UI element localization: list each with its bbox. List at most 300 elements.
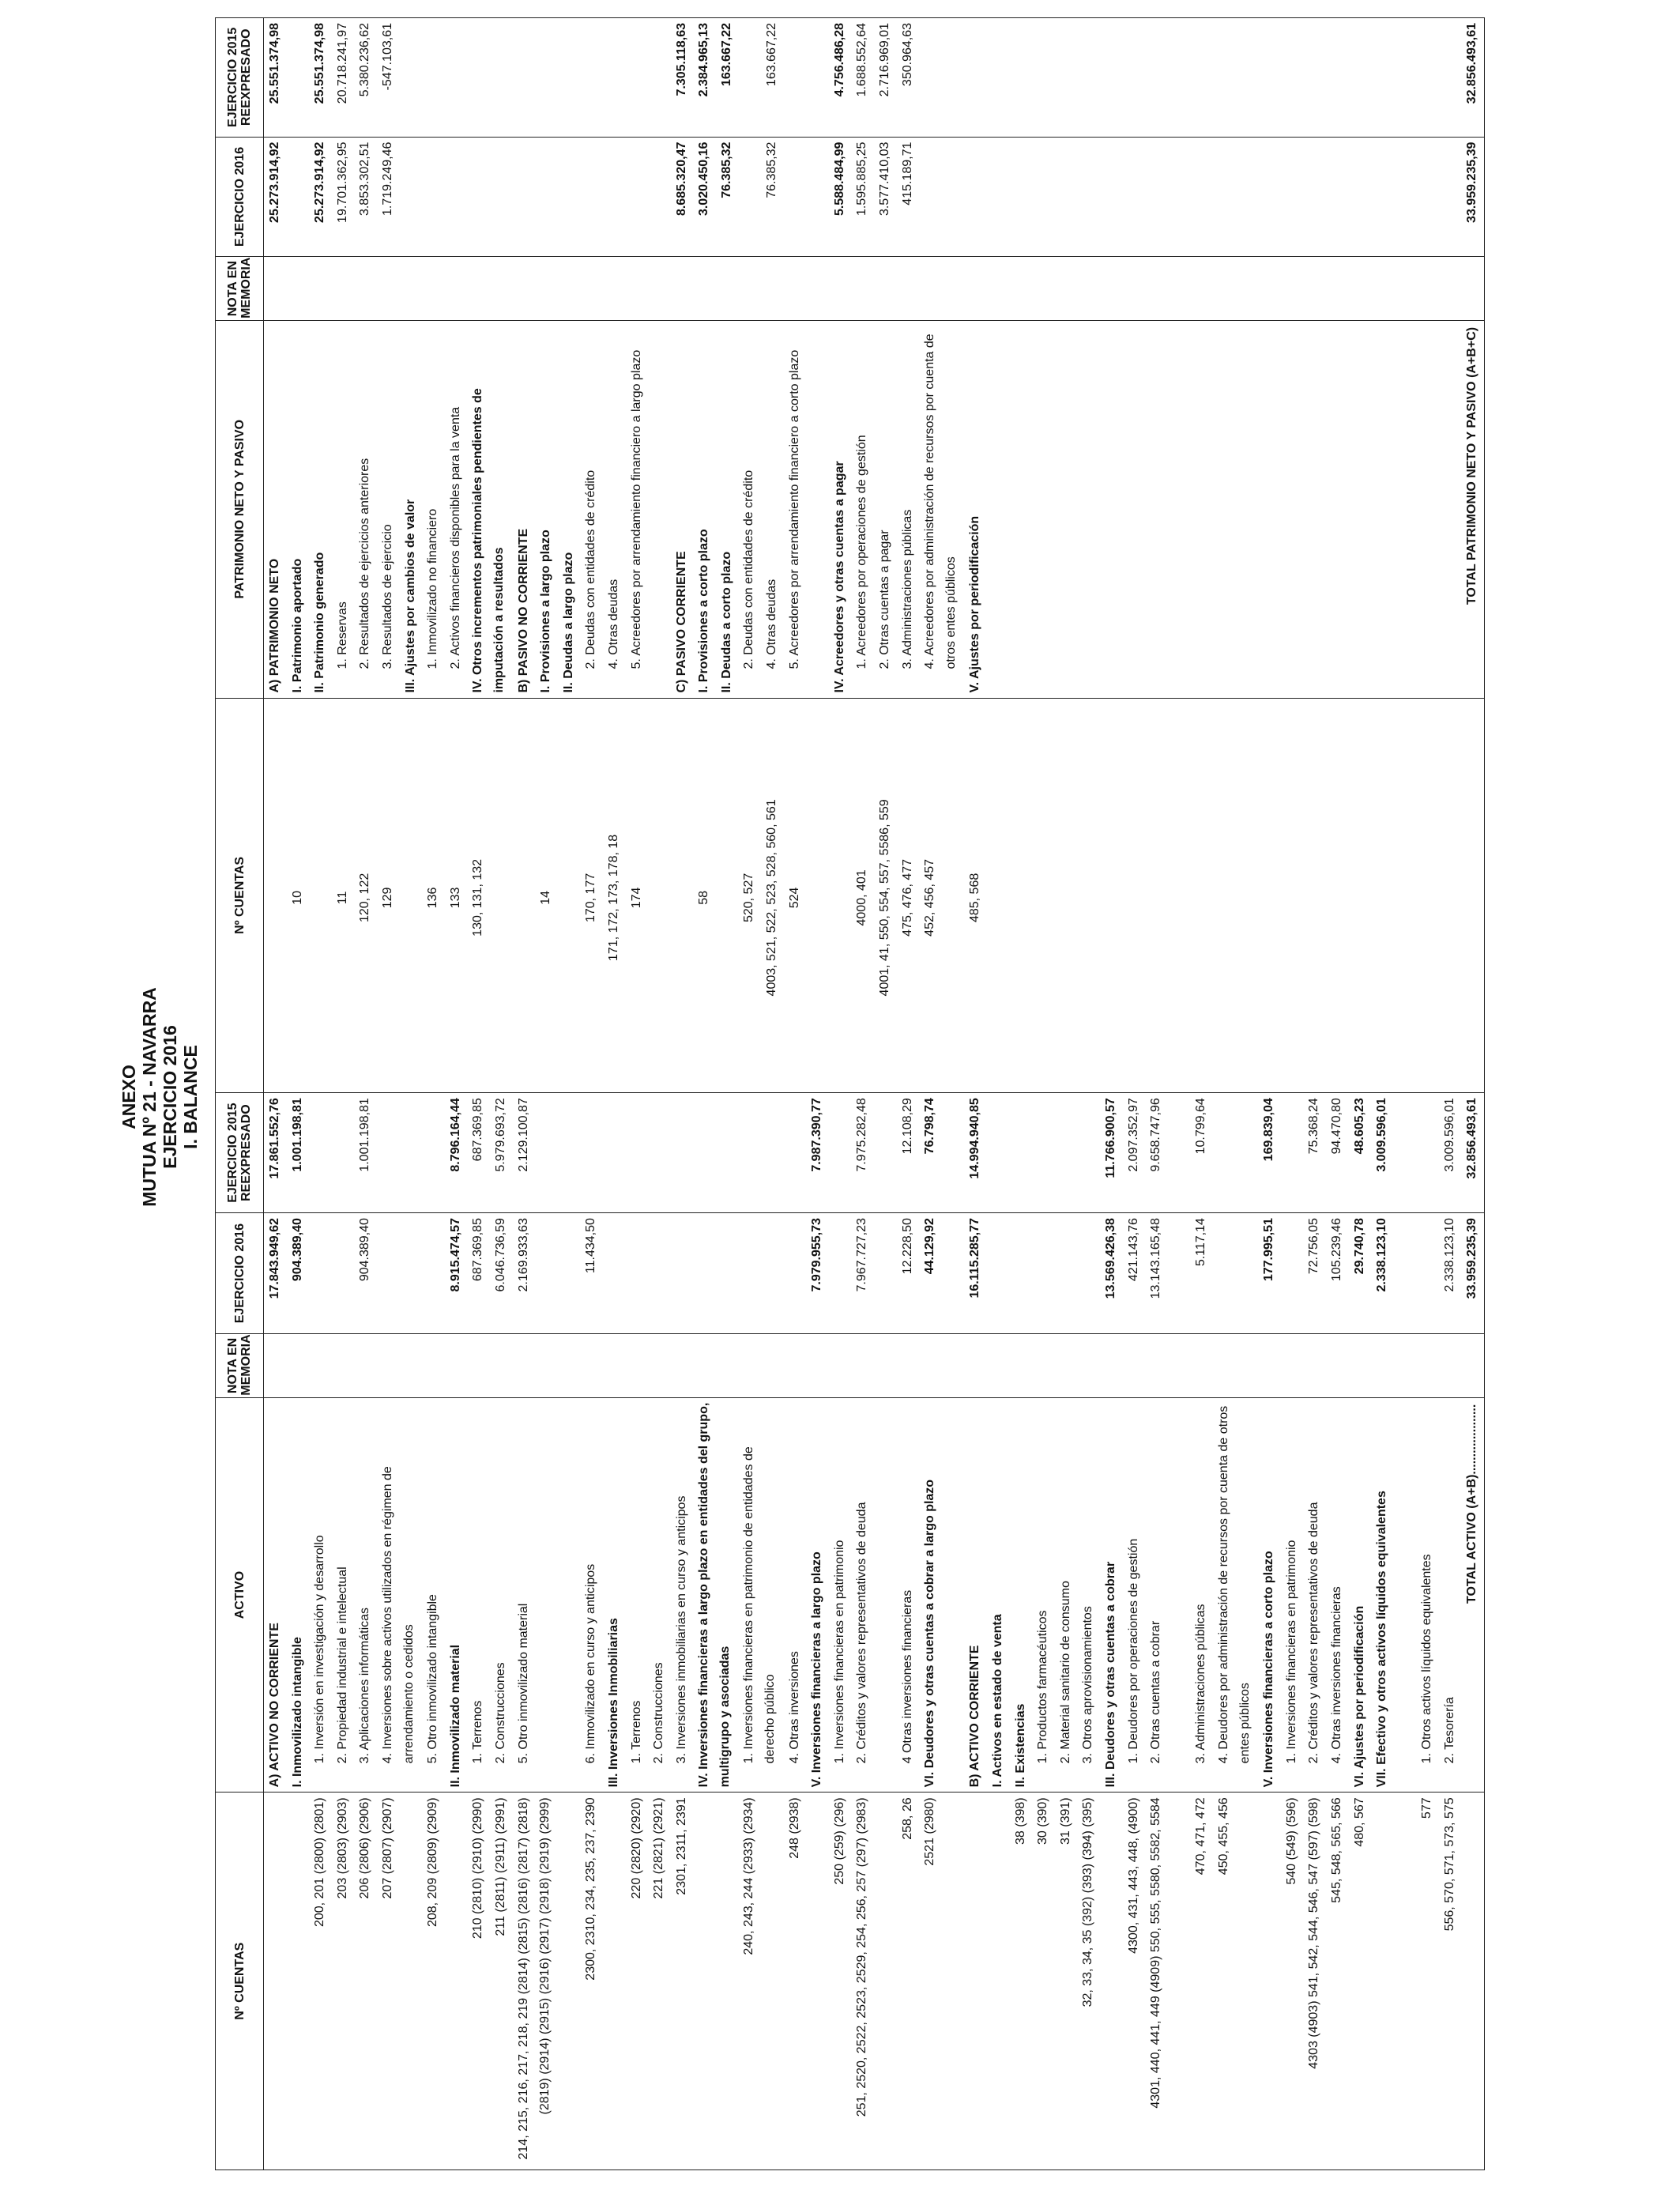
amount-2015 — [445, 18, 468, 137]
amount-2016: 19.701.362,95 — [335, 141, 349, 223]
line-item-label: VI. Ajustes por periodificación — [1352, 1605, 1366, 1788]
line-item-label: 2. Resultados de ejercicios anteriores — [358, 458, 372, 669]
total-label: TOTAL ACTIVO (A+B).................... — [1465, 1404, 1479, 1604]
account-codes: 130, 131, 132 — [471, 858, 485, 937]
line-item-label: 2. Otras cuentas a cobrar — [1149, 1620, 1163, 1764]
account-codes: 214, 215, 216, 217, 218, 219 (2814) (2815) (2816) (2817) (2818) (2819) (2914) (2915) (2916) (2917) (2918) (2919) (2999) — [516, 1797, 552, 2160]
account-codes: 174 — [629, 887, 643, 909]
account-codes — [1371, 1793, 1416, 2169]
total-spacer — [1461, 699, 1484, 1093]
amount-2016 — [513, 138, 536, 257]
account-codes: 221 (2821) (2921) — [652, 1797, 666, 1899]
amount-2016: 2.338.123,10 — [1375, 1218, 1389, 1292]
line-item-label: III. Deudores y otras cuentas a cobrar — [1103, 1561, 1117, 1788]
pasivo-cuentas-col — [264, 698, 1485, 1093]
line-item-label: 4. Otras inversiones — [787, 1651, 801, 1764]
account-codes — [1100, 1793, 1123, 2169]
amount-2015 — [287, 18, 310, 137]
line-item-label: I. Provisiones a corto plazo — [697, 529, 711, 693]
account-codes: 524 — [787, 887, 801, 909]
amount-2016 — [784, 138, 829, 257]
line-item-label: 2. Propiedad industrial e intelectual — [335, 1566, 349, 1764]
line-item-label: V. Inversiones financieras a largo plazo — [810, 1551, 824, 1788]
amount-2015 — [422, 18, 445, 137]
amount-2015: 7.987.390,77 — [810, 1098, 824, 1172]
pasivo-2016-col — [264, 137, 1485, 257]
amount-2015: 350.964,63 — [900, 23, 914, 87]
line-item-label: 1. Acreedores por operaciones de gestión — [855, 435, 869, 669]
line-item-label: I. Activos en estado de venta — [991, 1614, 1005, 1788]
amount-2016 — [1032, 1213, 1055, 1333]
account-codes: 452, 456, 457 — [923, 858, 937, 937]
amount-2016: 76.385,32 — [765, 141, 779, 198]
amount-2015: 9.658.747,96 — [1149, 1098, 1163, 1172]
amount-2015: 75.368,24 — [1307, 1098, 1321, 1155]
body-row — [264, 18, 1485, 2170]
amount-2015 — [580, 18, 603, 137]
amount-2015 — [648, 1093, 671, 1212]
amount-2016 — [309, 1213, 332, 1333]
amount-2016: 13.143.165,48 — [1149, 1218, 1163, 1299]
section-title: I. BALANCE — [180, 1045, 201, 1149]
amount-2015: 1.001.198,81 — [290, 1098, 304, 1172]
line-item-label: 1. Inversión en investigación y desarrollo — [313, 1535, 327, 1764]
line-item-label: IV. Acreedores y otras cuentas a pagar — [832, 461, 846, 693]
line-item-label: 2. Créditos y valores representativos de deuda — [855, 1502, 869, 1764]
amount-2016 — [919, 138, 964, 257]
amount-2016 — [1055, 1213, 1078, 1333]
account-codes: 240, 243, 244 (2933) (2934) — [742, 1797, 756, 1955]
line-item-label: I. Patrimonio aportado — [290, 558, 304, 693]
account-codes: 540 (549) (596) — [1284, 1797, 1298, 1885]
line-item-label: 5. Acreedores por arrendamiento financiero a largo plazo — [629, 349, 643, 669]
account-codes: 470, 471, 472 — [1194, 1797, 1208, 1875]
pasivo-nota-col — [264, 257, 1485, 320]
line-item-label: II. Patrimonio generado — [313, 552, 327, 693]
account-codes: 14 — [539, 891, 553, 905]
account-codes: 211 (2811) (2911) (2991) — [493, 1797, 507, 1936]
col-header-cuentas-pasivo: Nº CUENTAS — [216, 698, 264, 1093]
header-row — [216, 18, 264, 2170]
amount-2015 — [558, 18, 581, 137]
col-header-nota-pasivo: NOTA EN MEMORIA — [216, 257, 264, 320]
line-item-label: II. Deudas a largo plazo — [561, 552, 575, 693]
amount-2015: 25.551.374,98 — [268, 23, 281, 104]
amount-2016: 904.389,40 — [358, 1218, 372, 1282]
amount-2016: 904.389,40 — [290, 1218, 304, 1282]
line-item-label: V. Inversiones financieras a corto plazo — [1262, 1551, 1276, 1788]
account-codes: 220 (2820) (2920) — [629, 1797, 643, 1899]
amount-2015 — [377, 1093, 422, 1212]
amount-2016 — [964, 138, 987, 257]
line-item-label: B) ACTIVO CORRIENTE — [968, 1645, 982, 1788]
activo-label-col — [264, 1397, 1485, 1793]
amount-2015: 2.384.965,13 — [697, 23, 711, 97]
amount-2015 — [1055, 1093, 1078, 1212]
amount-2016: 12.228,50 — [900, 1218, 914, 1275]
account-codes: 31 (391) — [1058, 1797, 1072, 1845]
line-item-label: 2. Deudas con entidades de crédito — [742, 469, 756, 669]
total-label: TOTAL PATRIMONIO NETO Y PASIVO (A+B+C) — [1465, 326, 1478, 605]
amount-2015: 10.799,64 — [1194, 1098, 1208, 1155]
line-item-label: 4. Deudores por administración de recursos por cuenta de otros entes públicos — [1216, 1405, 1252, 1764]
account-codes: 38 (398) — [1013, 1797, 1027, 1845]
account-codes: 520, 527 — [742, 873, 756, 923]
amount-2016 — [738, 1213, 783, 1333]
account-codes — [558, 699, 581, 1093]
annex-title: ANEXO — [119, 1065, 139, 1129]
amount-2016 — [738, 138, 761, 257]
activo-nota-col — [264, 1334, 1485, 1397]
pasivo-2015-col — [264, 18, 1485, 138]
spacer — [987, 321, 1461, 698]
account-codes: 4001, 41, 550, 554, 557, 5586, 559 — [878, 799, 892, 997]
amount-2015: 7.975.282,48 — [855, 1098, 869, 1172]
amount-2016: 2.169.933,63 — [516, 1218, 530, 1292]
total-2016: 33.959.235,39 — [1465, 1218, 1479, 1299]
amount-2016 — [1416, 1213, 1439, 1333]
line-item-label: VI. Deudores y otras cuentas a cobrar a largo plazo — [923, 1479, 937, 1788]
account-codes — [716, 699, 739, 1093]
amount-2015: 3.009.596,01 — [1442, 1098, 1456, 1172]
line-item-label: 2. Créditos y valores representativos de deuda — [1307, 1502, 1321, 1764]
amount-2016: 1.595.885,25 — [855, 141, 869, 217]
amount-2015: -547.103,61 — [380, 23, 394, 91]
line-item-label: 1. Productos farmacéuticos — [1036, 1610, 1050, 1764]
col-header-2015-pasivo: EJERCICIO 2015 REEXPRESADO — [216, 18, 264, 138]
amount-2015: 12.108,29 — [900, 1098, 914, 1155]
spacer — [987, 138, 1461, 257]
amount-2015: 3.009.596,01 — [1375, 1098, 1389, 1172]
amount-2016 — [1213, 1213, 1258, 1333]
account-codes: 30 (390) — [1036, 1797, 1050, 1845]
amount-2016 — [626, 138, 671, 257]
line-item-label: 2. Material sanitario de consumo — [1058, 1581, 1072, 1764]
amount-2016: 16.115.285,77 — [968, 1218, 982, 1299]
amount-2016: 8.685.320,47 — [674, 141, 688, 217]
amount-2016 — [332, 1213, 355, 1333]
amount-2015: 163.667,22 — [719, 23, 733, 87]
line-item-label: 3. Aplicaciones informáticas — [358, 1607, 372, 1764]
amount-2015 — [738, 18, 761, 137]
account-codes: 2301, 2311, 2391 — [674, 1797, 688, 1895]
account-codes: 450, 455, 456 — [1216, 1797, 1230, 1875]
amount-2016 — [671, 1213, 694, 1333]
amount-2015 — [580, 1093, 603, 1212]
account-codes — [671, 699, 694, 1093]
line-item-label: V. Ajustes por periodificación — [968, 515, 982, 693]
account-codes: 207 (2807) (2907) — [380, 1797, 394, 1899]
amount-2016: 3.020.450,16 — [697, 141, 711, 217]
account-codes: 208, 209 (2809) (2909) — [426, 1797, 440, 1928]
line-item-label: II. Existencias — [1013, 1703, 1027, 1788]
amount-2016 — [422, 138, 445, 257]
line-item-label: 1. Reservas — [335, 601, 349, 669]
amount-2016 — [603, 138, 626, 257]
balance-table — [215, 17, 1485, 2170]
account-codes: 577 — [1420, 1797, 1434, 1819]
amount-2016: 8.915.474,57 — [448, 1218, 462, 1292]
amount-2015 — [671, 1093, 694, 1212]
line-item-label: B) PASIVO NO CORRIENTE — [516, 528, 530, 693]
account-codes: 248 (2938) — [787, 1797, 801, 1859]
line-item-label: III. Inversiones Inmobiliarias — [606, 1618, 620, 1788]
total-2015: 32.856.493,61 — [1465, 1098, 1479, 1179]
amount-2016 — [1281, 1213, 1304, 1333]
amount-2015 — [693, 1093, 738, 1212]
amount-2015: 8.796.164,44 — [448, 1098, 462, 1172]
amount-2015: 48.605,23 — [1352, 1098, 1366, 1155]
account-codes: 250 (259) (296) — [832, 1797, 846, 1885]
amount-2015 — [603, 18, 626, 137]
line-item-label: C) PASIVO CORRIENTE — [674, 551, 688, 693]
amount-2015: 169.839,04 — [1262, 1098, 1276, 1162]
account-codes: 258, 26 — [900, 1797, 914, 1840]
total-2015: 32.856.493,61 — [1465, 23, 1478, 104]
amount-2016 — [1010, 1213, 1033, 1333]
account-codes: 11 — [335, 891, 349, 905]
amount-2016: 7.967.727,23 — [855, 1218, 869, 1292]
account-codes: 2300, 2310, 234, 235, 237, 2390 — [584, 1797, 598, 1981]
line-item-label: 1. Inmovilizado no financiero — [426, 508, 440, 669]
account-codes — [445, 1793, 468, 2169]
line-item-label: 2. Activos financieros disponibles para la venta — [448, 406, 462, 669]
amount-2015 — [467, 18, 512, 137]
amount-2016: 5.117,14 — [1194, 1218, 1208, 1267]
line-item-label: IV. Inversiones financieras a largo plazo en entidades del grupo, multigrupo y asociadas — [697, 1402, 733, 1788]
account-codes: 129 — [380, 887, 394, 909]
amount-2015 — [1010, 1093, 1033, 1212]
line-item-label: 4. Acreedores por administración de recursos por cuenta de otros entes públicos — [923, 334, 959, 669]
total-spacer — [1461, 1793, 1484, 2169]
amount-2016 — [377, 1213, 422, 1333]
amount-2016 — [558, 138, 581, 257]
line-item-label: 1. Terrenos — [629, 1700, 643, 1764]
line-item-label: 3. Resultados de ejercicio — [380, 524, 394, 669]
account-codes: 120, 122 — [358, 873, 372, 923]
account-codes: 4000, 401 — [855, 869, 869, 926]
amount-2015 — [626, 18, 671, 137]
account-codes — [264, 1793, 287, 2169]
amount-2016: 13.569.426,38 — [1103, 1218, 1117, 1299]
amount-2016 — [467, 138, 512, 257]
amount-2015: 2.129.100,87 — [516, 1098, 530, 1172]
amount-2016: 17.843.949,62 — [268, 1218, 281, 1299]
amount-2015: 1.688.552,64 — [855, 23, 869, 97]
account-codes: 210 (2810) (2910) (2990) — [471, 1797, 485, 1940]
line-item-label: 3. Administraciones públicas — [1194, 1604, 1208, 1764]
account-codes: 480, 567 — [1352, 1797, 1366, 1847]
line-item-label: 1. Inversiones financieras en patrimonio — [832, 1540, 846, 1764]
amount-2015: 14.994.940,85 — [968, 1098, 982, 1179]
amount-2015: 2.097.352,97 — [1126, 1098, 1140, 1172]
amount-2016: 177.995,51 — [1262, 1218, 1276, 1282]
account-codes: 4003, 521, 522, 523, 528, 560, 561 — [765, 799, 779, 997]
amount-2015 — [626, 1093, 649, 1212]
account-codes: 556, 570, 571, 573, 575 — [1442, 1797, 1456, 1932]
account-codes — [400, 699, 423, 1093]
line-item-label: II. Deudas a corto plazo — [719, 551, 733, 693]
activo-2015-col — [264, 1093, 1485, 1213]
col-header-2015-activo: EJERCICIO 2015 REEXPRESADO — [216, 1093, 264, 1213]
account-codes: 58 — [697, 891, 711, 905]
line-item-label: 3. Administraciones públicas — [900, 509, 914, 669]
amount-2016 — [603, 1213, 626, 1333]
line-item-label: 1. Inversiones financieras en patrimonio — [1284, 1540, 1298, 1764]
amount-2015 — [1077, 1093, 1100, 1212]
line-item-label: 2. Construcciones — [493, 1662, 507, 1764]
amount-2015 — [309, 1093, 332, 1212]
amount-2015: 20.718.241,97 — [335, 23, 349, 104]
account-codes — [309, 699, 332, 1093]
amount-2015: 5.380.236,62 — [358, 23, 372, 97]
line-item-label: A) ACTIVO NO CORRIENTE — [268, 1623, 281, 1788]
amount-2016: 44.129,92 — [923, 1218, 937, 1275]
amount-2015: 17.861.552,76 — [268, 1098, 281, 1179]
amount-2015 — [1213, 1093, 1258, 1212]
amount-2015 — [1416, 1093, 1439, 1212]
amount-2015 — [603, 1093, 626, 1212]
account-codes: 200, 201 (2800) (2801) — [313, 1797, 327, 1928]
amount-2015: 7.305.118,63 — [674, 23, 688, 96]
amount-2016 — [445, 138, 468, 257]
amount-2015 — [1281, 1093, 1304, 1212]
amount-2015 — [784, 18, 829, 137]
amount-2016: 7.979.955,73 — [810, 1218, 824, 1292]
entity-title: MUTUA Nº 21 - NAVARRA — [139, 987, 160, 1207]
amount-2015 — [422, 1093, 445, 1212]
amount-2016: 1.719.249,46 — [380, 141, 394, 217]
amount-2016: 415.189,71 — [900, 141, 914, 205]
account-codes: 545, 548, 565, 566 — [1329, 1797, 1343, 1903]
amount-2016: 3.577.410,03 — [878, 141, 892, 217]
amount-2015 — [513, 18, 536, 137]
activo-2016-col — [264, 1213, 1485, 1334]
amount-2016: 105.239,46 — [1329, 1218, 1343, 1282]
amount-2015: 2.716.969,01 — [878, 23, 892, 97]
amount-2015: 687.369,85 — [471, 1098, 485, 1162]
line-item-label: 4. Otras deudas — [606, 579, 620, 669]
line-item-label: 3. Otros aprovisionamientos — [1081, 1606, 1095, 1764]
pasivo-label-col — [264, 320, 1485, 698]
amount-2016 — [693, 1213, 738, 1333]
amount-2016: 421.143,76 — [1126, 1218, 1140, 1282]
col-header-cuentas-activo: Nº CUENTAS — [216, 1793, 264, 2170]
amount-2015: 76.798,74 — [923, 1098, 937, 1155]
amount-2016: 29.740,78 — [1352, 1218, 1366, 1275]
line-item-label: 5. Otro inmovilizado material — [516, 1603, 530, 1764]
line-item-label: 5. Otro inmovilizado intangible — [426, 1594, 440, 1764]
amount-2016 — [784, 1213, 807, 1333]
col-header-pasivo: PATRIMONIO NETO Y PASIVO — [216, 320, 264, 698]
line-item-label: 6. Inmovilizado en curso y anticipos — [584, 1563, 598, 1764]
account-codes — [829, 699, 852, 1093]
line-item-label: 1. Terrenos — [471, 1700, 485, 1764]
account-codes: 10 — [290, 891, 304, 905]
amount-2016: 6.046.736,59 — [493, 1218, 507, 1292]
amount-2015: 11.766.900,57 — [1103, 1098, 1117, 1178]
col-header-2016-pasivo: EJERCICIO 2016 — [216, 137, 264, 257]
amount-2016 — [987, 1213, 1010, 1333]
amount-2016: 687.369,85 — [471, 1218, 485, 1282]
amount-2015 — [919, 18, 964, 137]
amount-2015: 163.667,22 — [765, 23, 779, 87]
account-codes: 206 (2806) (2906) — [358, 1797, 372, 1899]
line-item-label: IV. Otros incrementos patrimoniales pendientes de imputación a resultados — [471, 388, 507, 693]
amount-2016: 5.588.484,99 — [832, 141, 846, 217]
spacer — [987, 699, 1461, 1093]
amount-2015 — [829, 1093, 852, 1212]
account-codes — [287, 1793, 310, 2169]
account-codes: 4301, 440, 441, 449 (4909) 550, 555, 5580, 5582, 5584 — [1149, 1797, 1163, 2109]
line-item-label: 1. Inversiones financieras en patrimonio de entidades de derecho público — [742, 1446, 778, 1764]
amount-2016: 2.338.123,10 — [1442, 1218, 1456, 1292]
line-item-label: 2. Tesorería — [1442, 1697, 1456, 1764]
amount-2016 — [648, 1213, 671, 1333]
amount-2015: 1.001.198,81 — [358, 1098, 372, 1172]
account-codes — [603, 1793, 626, 2169]
amount-2015 — [784, 1093, 807, 1212]
amount-2016: 25.273.914,92 — [313, 141, 327, 223]
amount-2016 — [626, 1213, 649, 1333]
line-item-label: 1. Otros activos líquidos equivalentes — [1420, 1554, 1434, 1764]
account-codes: 171, 172, 173, 178, 18 — [606, 834, 620, 961]
amount-2016: 11.434,50 — [584, 1218, 598, 1274]
line-item-label: 4 Otras inversiones financieras — [900, 1589, 914, 1764]
line-item-label: 5. Acreedores por arrendamiento financiero a corto plazo — [787, 349, 801, 669]
account-codes — [987, 1793, 1010, 2169]
amount-2016 — [535, 138, 558, 257]
amount-2016 — [400, 138, 423, 257]
line-item-label: 4. Inversiones sobre activos utilizados en régimen de arrendamiento o cedidos — [380, 1466, 416, 1764]
account-codes — [806, 1793, 829, 2169]
amount-2015 — [738, 1093, 783, 1212]
spacer — [987, 18, 1461, 137]
amount-2016: 76.385,32 — [719, 141, 733, 198]
account-codes: 136 — [426, 887, 440, 909]
amount-2016 — [422, 1213, 445, 1333]
account-codes: 4303 (4903) 541, 542, 544, 546, 547 (597) (598) — [1307, 1797, 1321, 2069]
account-codes: 170, 177 — [584, 873, 598, 923]
col-header-2016-activo: EJERCICIO 2016 — [216, 1213, 264, 1334]
amount-2015: 25.551.374,98 — [313, 23, 327, 104]
line-item-label: III. Ajustes por cambios de valor — [403, 499, 417, 693]
activo-cuentas-col — [264, 1793, 1485, 2170]
amount-2016: 25.273.914,92 — [268, 141, 281, 223]
line-item-label: 2. Deudas con entidades de crédito — [584, 469, 598, 669]
amount-2015: 5.979.693,72 — [493, 1098, 507, 1172]
line-item-label: 4. Otras deudas — [765, 579, 779, 669]
line-item-label: 2. Construcciones — [652, 1662, 666, 1764]
amount-2015: 4.756.486,28 — [832, 23, 846, 97]
account-codes — [693, 1793, 738, 2169]
line-item-label: II. Inmovilizado material — [448, 1644, 462, 1788]
line-item-label: A) PATRIMONIO NETO — [268, 558, 281, 693]
account-codes: 475, 476, 477 — [900, 858, 914, 937]
account-codes — [1258, 1793, 1281, 2169]
line-item-label: 3. Inversiones inmobiliarias en curso y anticipos — [674, 1495, 688, 1764]
line-item-label: 2. Otras cuentas a pagar — [878, 530, 892, 669]
amount-2015 — [400, 18, 423, 137]
account-codes: 2521 (2980) — [923, 1797, 937, 1866]
amount-2015: 94.470,80 — [1329, 1098, 1343, 1155]
line-item-label: I. Provisiones a largo plazo — [539, 530, 553, 693]
amount-2016: 3.853.302,51 — [358, 141, 372, 217]
col-header-nota-activo: NOTA EN MEMORIA — [216, 1334, 264, 1397]
amount-2016 — [1077, 1213, 1100, 1333]
amount-2016 — [580, 138, 603, 257]
account-codes: 32, 33, 34, 35 (392) (393) (394) (395) — [1081, 1797, 1095, 2007]
